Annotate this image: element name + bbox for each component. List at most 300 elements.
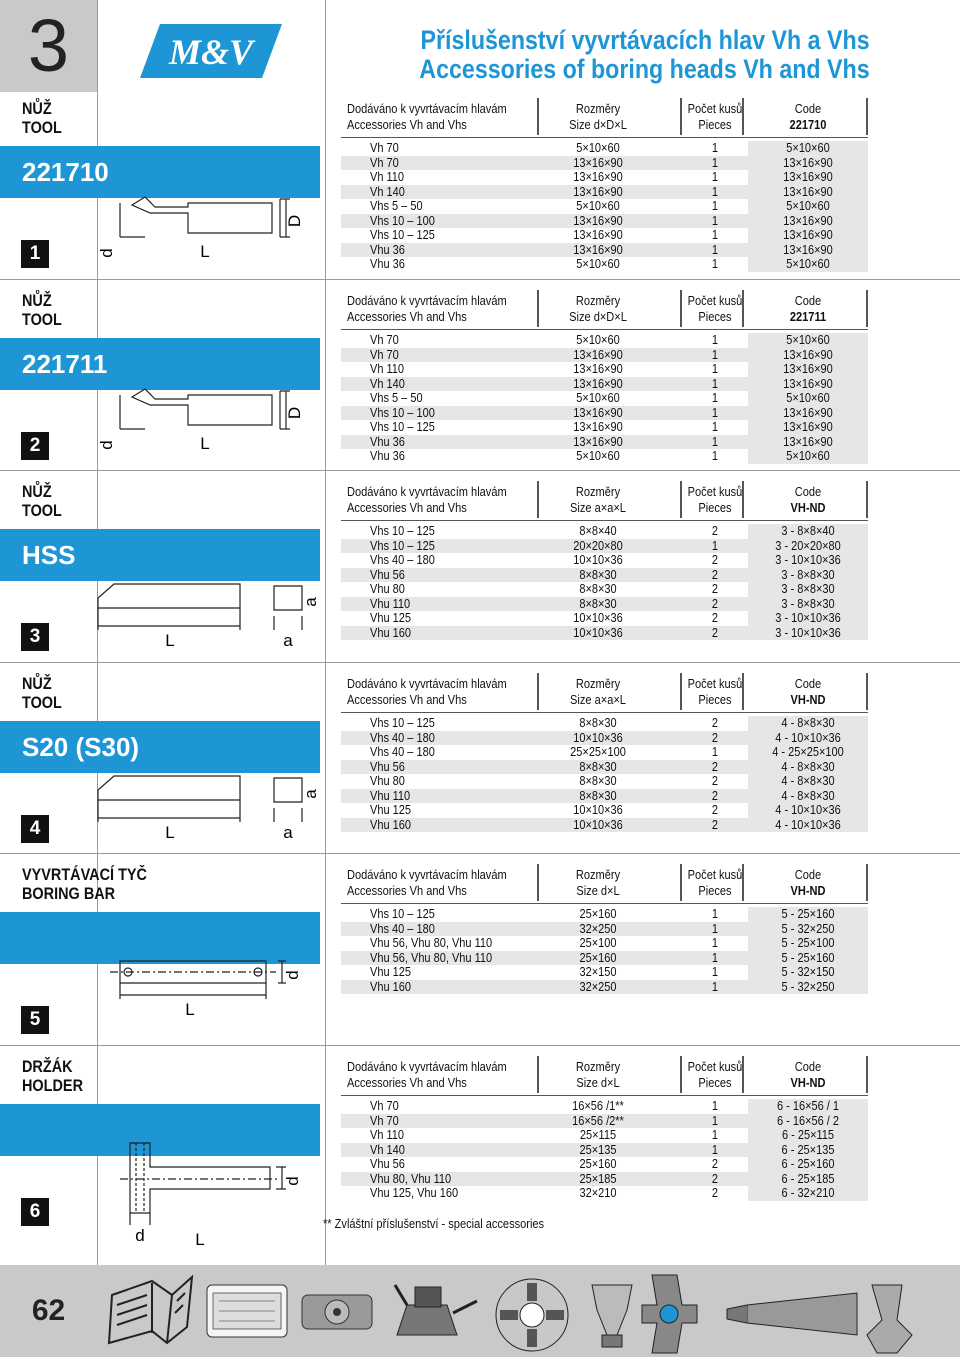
header-separator	[680, 1056, 682, 1093]
col-header-size-en: Size d×D×L	[569, 309, 627, 324]
header-separator	[537, 673, 539, 710]
drawing-line	[98, 608, 240, 630]
cell-code: 4 - 8×8×30	[781, 774, 835, 788]
header-separator	[537, 864, 539, 901]
col-header-code-value: VH-ND	[790, 500, 826, 515]
drawing-line	[98, 800, 240, 822]
boring-head-icon	[302, 1295, 372, 1329]
cell-head: Vhu 56, Vhu 80, Vhu 110	[370, 936, 493, 950]
col-header-pieces-cz: Počet kusů	[687, 293, 743, 308]
section-divider	[0, 662, 960, 663]
cell-size: 8×8×40	[579, 524, 617, 538]
cell-size: 32×250	[579, 921, 617, 936]
section-divider	[0, 279, 960, 280]
table-row	[341, 156, 868, 171]
cell-code: 6 - 25×160	[781, 1157, 835, 1171]
cell-code: 5 - 32×150	[781, 965, 835, 979]
cell-head: Vhs 5 – 50	[370, 391, 423, 405]
divider-mid	[325, 0, 326, 1265]
cell-code: 4 - 8×8×30	[781, 716, 835, 730]
section-label-en: TOOL	[22, 501, 62, 520]
col-header-pieces-en: Pieces	[698, 500, 732, 515]
cell-pieces: 1	[711, 1113, 719, 1128]
cell-head: Vhs 40 – 180	[370, 745, 435, 759]
cell-code: 3 - 8×8×30	[781, 596, 835, 611]
header-rule	[341, 137, 868, 138]
book-icon	[109, 1277, 192, 1343]
section-label	[22, 482, 62, 520]
col-header-pieces-cz: Počet kusů	[687, 676, 743, 691]
col-header-pieces-cz: Počet kusů	[687, 101, 743, 116]
cell-size: 13×16×90	[573, 376, 623, 391]
cell-pieces: 1	[711, 170, 719, 184]
header-separator	[866, 481, 868, 518]
collet-icon	[592, 1285, 632, 1347]
col-header-cz: Dodáváno k vyvrtávacím hlavám	[347, 1059, 507, 1074]
col-header-size-cz: Rozměry	[575, 1059, 621, 1074]
cell-pieces: 1	[711, 199, 719, 213]
header-separator	[680, 673, 682, 710]
col-header-cz: Dodáváno k vyvrtávacím hlavám	[347, 293, 507, 308]
section-label-cz: VYVRTÁVACÍ TYČ	[22, 865, 147, 884]
drawing-line	[120, 199, 280, 237]
header-separator	[680, 864, 682, 901]
col-header-en: Accessories Vh and Vhs	[347, 692, 467, 707]
header-separator	[537, 290, 539, 327]
table-row	[341, 1143, 868, 1158]
cell-size: 5×10×60	[576, 141, 620, 155]
section-badge: 6	[21, 1198, 49, 1226]
col-header-code-cz: Code	[794, 484, 822, 499]
dimension-label: L	[200, 242, 210, 261]
col-header-en: Accessories Vh and Vhs	[347, 883, 467, 898]
cell-size: 25×160	[579, 950, 617, 965]
dimension-label: d	[97, 440, 116, 450]
cell-code: 6 - 32×210	[781, 1186, 835, 1200]
cell-size: 13×16×90	[573, 362, 623, 376]
table-row	[341, 626, 868, 641]
cell-pieces: 2	[711, 716, 719, 730]
col-header-size-en: Size a×a×L	[570, 692, 626, 707]
header-separator	[866, 864, 868, 901]
cell-pieces: 1	[711, 405, 719, 420]
table-row	[341, 1172, 868, 1187]
dimension-label: a	[283, 631, 293, 650]
section-code: HSS	[22, 540, 76, 570]
cell-code: 6 - 16×56 / 2	[776, 1113, 840, 1128]
cell-head: Vhu 125	[370, 611, 411, 625]
cell-pieces: 1	[711, 257, 719, 271]
cell-size: 10×10×36	[573, 730, 623, 745]
dimension-label: d	[283, 1176, 302, 1186]
cell-head: Vhs 10 – 125	[370, 228, 435, 242]
table-row	[341, 406, 868, 421]
table-row	[341, 170, 868, 185]
cell-size: 25×160	[579, 907, 617, 921]
cell-size: 5×10×60	[576, 257, 620, 271]
cell-size: 8×8×30	[579, 567, 617, 582]
cell-head: Vh 140	[370, 1142, 405, 1157]
table-row	[341, 243, 868, 258]
page-title	[346, 26, 870, 84]
dimension-label: L	[165, 823, 175, 842]
cell-pieces: 2	[711, 1157, 719, 1171]
cell-pieces: 1	[711, 155, 719, 170]
section-badge: 1	[21, 240, 49, 268]
col-header-pieces-en: Pieces	[698, 309, 732, 324]
cell-head: Vh 70	[370, 333, 399, 347]
cell-code: 13×16×90	[783, 155, 833, 170]
table-row	[341, 731, 868, 746]
col-header-pieces-cz: Počet kusů	[687, 1059, 743, 1074]
col-header-code-cz: Code	[794, 676, 822, 691]
section-divider	[0, 470, 960, 471]
col-header-pieces-en: Pieces	[698, 883, 732, 898]
cell-pieces: 2	[711, 788, 719, 803]
cell-code: 13×16×90	[783, 362, 833, 376]
drawing-line	[274, 808, 302, 822]
table-row	[341, 611, 868, 626]
cell-code: 5 - 32×250	[781, 979, 835, 994]
cell-code: 5 - 32×250	[781, 921, 835, 936]
chuck-icon	[496, 1279, 568, 1351]
section-label-cz: NŮŽ	[22, 99, 52, 118]
col-header-code-cz: Code	[794, 101, 822, 116]
col-header-size-cz: Rozměry	[575, 676, 621, 691]
cell-pieces: 1	[711, 347, 719, 362]
cell-pieces: 2	[711, 817, 719, 832]
col-header-pieces-cz: Počet kusů	[687, 867, 743, 882]
cell-pieces: 2	[711, 625, 719, 640]
dimension-label: L	[200, 434, 210, 453]
cell-code: 3 - 10×10×36	[775, 553, 841, 567]
cell-head: Vhu 125, Vhu 160	[370, 1186, 459, 1200]
cell-pieces: 1	[711, 449, 719, 463]
cell-head: Vhu 160	[370, 817, 411, 832]
cell-size: 10×10×36	[573, 803, 623, 817]
cell-size: 5×10×60	[576, 333, 620, 347]
section-label-cz: NŮŽ	[22, 482, 52, 501]
cell-head: Vh 110	[370, 170, 405, 184]
table-row	[341, 524, 868, 539]
col-header-size-en: Size a×a×L	[570, 500, 626, 515]
drawing-line	[274, 616, 302, 630]
col-header-cz: Dodáváno k vyvrtávacím hlavám	[347, 101, 507, 116]
cell-pieces: 2	[711, 611, 719, 625]
col-header-code-value: 221710	[789, 117, 827, 132]
cell-code: 6 - 25×115	[781, 1128, 835, 1142]
col-header-en: Accessories Vh and Vhs	[347, 309, 467, 324]
cell-head: Vhu 125	[370, 803, 411, 817]
cell-head: Vhs 5 – 50	[370, 199, 423, 213]
col-header-cz: Dodáváno k vyvrtávacím hlavám	[347, 867, 507, 882]
cell-head: Vhs 10 – 125	[370, 420, 435, 434]
header-separator	[537, 481, 539, 518]
cell-code: 5 - 25×160	[781, 950, 835, 965]
cell-head: Vhs 10 – 125	[370, 524, 435, 538]
cell-size: 5×10×60	[576, 391, 620, 405]
cell-pieces: 1	[711, 907, 719, 921]
cell-size: 13×16×90	[573, 347, 623, 362]
cell-size: 25×135	[579, 1142, 617, 1157]
header-separator	[866, 1056, 868, 1093]
dimension-drawing	[90, 175, 315, 271]
col-header-code-value: 221711	[789, 309, 827, 324]
section-badge: 5	[21, 1006, 49, 1034]
cell-head: Vhu 36	[370, 449, 405, 463]
cell-code: 13×16×90	[783, 347, 833, 362]
cell-size: 8×8×30	[579, 596, 617, 611]
cell-head: Vhu 56	[370, 759, 405, 774]
col-header-cz: Dodáváno k vyvrtávacím hlavám	[347, 676, 507, 691]
table-row	[341, 936, 868, 951]
table-row	[341, 228, 868, 243]
cell-code: 13×16×90	[783, 170, 833, 184]
dimension-label: d	[283, 970, 302, 980]
cell-pieces: 1	[711, 538, 719, 553]
table-row	[341, 1157, 868, 1172]
cell-head: Vh 110	[370, 1128, 405, 1142]
cell-size: 8×8×30	[579, 582, 617, 596]
cell-code: 3 - 8×8×40	[781, 524, 835, 538]
cell-head: Vhu 125	[370, 965, 411, 979]
drawing-line	[136, 1143, 144, 1213]
table-row	[341, 185, 868, 200]
cell-size: 32×210	[579, 1186, 617, 1200]
title-en: Accessories of boring heads Vh and Vhs	[419, 54, 870, 84]
cell-size: 16×56 /1**	[572, 1099, 624, 1113]
table-row	[341, 435, 868, 450]
header-separator	[680, 481, 682, 518]
brand-logo	[140, 22, 282, 80]
cell-pieces: 1	[711, 921, 719, 936]
cell-head: Vhu 80, Vhu 110	[370, 1171, 452, 1186]
cell-head: Vhu 160	[370, 979, 411, 994]
header-separator	[680, 290, 682, 327]
cell-code: 6 - 25×185	[781, 1171, 835, 1186]
dimension-label: a	[301, 789, 320, 799]
cell-code: 4 - 10×10×36	[775, 817, 841, 832]
cell-head: Vh 70	[370, 141, 399, 155]
cell-pieces: 1	[711, 950, 719, 965]
cell-code: 13×16×90	[783, 405, 833, 420]
cell-size: 20×20×80	[573, 538, 623, 553]
cell-size: 8×8×30	[579, 788, 617, 803]
section-code: S20 (S30)	[22, 732, 140, 762]
header-separator	[742, 98, 744, 135]
logo-text: M&V	[168, 32, 254, 72]
cell-head: Vhu 36	[370, 242, 405, 257]
cell-code: 3 - 10×10×36	[775, 625, 841, 640]
header-separator	[742, 864, 744, 901]
table-row	[341, 420, 868, 435]
header-separator	[680, 98, 682, 135]
cell-head: Vh 70	[370, 347, 399, 362]
cell-code: 5 - 25×100	[781, 936, 835, 950]
section-code: 221710	[22, 157, 109, 187]
table-row	[341, 1186, 868, 1201]
table-row	[341, 907, 868, 922]
col-header-cz: Dodáváno k vyvrtávacím hlavám	[347, 484, 507, 499]
cell-pieces: 1	[711, 979, 719, 994]
table-row	[341, 214, 868, 229]
taper-sleeve-icon	[727, 1293, 857, 1335]
toolholder-icon	[642, 1275, 697, 1353]
cell-size: 8×8×30	[579, 716, 617, 730]
table-row	[341, 922, 868, 937]
cell-pieces: 1	[711, 376, 719, 391]
cell-pieces: 2	[711, 567, 719, 582]
cell-code: 13×16×90	[783, 434, 833, 449]
dimension-label: D	[285, 214, 304, 228]
section-label-en: TOOL	[22, 310, 62, 329]
header-rule	[341, 329, 868, 330]
dimension-label: a	[283, 823, 293, 842]
header-rule	[341, 1095, 868, 1096]
cell-size: 10×10×36	[573, 817, 623, 832]
cell-head: Vh 70	[370, 155, 399, 170]
cell-code: 3 - 20×20×80	[775, 538, 841, 553]
cell-code: 5×10×60	[786, 449, 830, 463]
cell-pieces: 1	[711, 434, 719, 449]
cell-head: Vhs 40 – 180	[370, 553, 435, 567]
section-label	[22, 291, 62, 329]
table-row	[341, 333, 868, 348]
cell-head: Vhu 36	[370, 257, 405, 271]
table-row	[341, 745, 868, 760]
cell-code: 13×16×90	[783, 242, 833, 257]
cell-code: 3 - 8×8×30	[781, 567, 835, 582]
cell-pieces: 2	[711, 524, 719, 538]
section-label-en: BORING BAR	[22, 884, 116, 903]
table-row	[341, 539, 868, 554]
cell-code: 3 - 10×10×36	[775, 611, 841, 625]
cell-pieces: 1	[711, 184, 719, 199]
section-label	[22, 865, 147, 903]
table-row	[341, 348, 868, 363]
col-header-pieces-en: Pieces	[698, 117, 732, 132]
cell-head: Vh 70	[370, 1113, 399, 1128]
vise-icon	[395, 1285, 477, 1335]
section-label	[22, 674, 62, 712]
table-row	[341, 568, 868, 583]
cell-pieces: 2	[711, 759, 719, 774]
cell-pieces: 1	[711, 141, 719, 155]
table-row	[341, 449, 868, 464]
cell-code: 3 - 8×8×30	[781, 582, 835, 596]
cell-pieces: 1	[711, 1142, 719, 1157]
col-header-code-value: VH-ND	[790, 692, 826, 707]
cell-pieces: 1	[711, 228, 719, 242]
drawing-line	[120, 391, 280, 429]
cell-size: 13×16×90	[573, 155, 623, 170]
cell-pieces: 2	[711, 596, 719, 611]
cell-size: 10×10×36	[573, 553, 623, 567]
dimension-label: L	[195, 1230, 205, 1249]
cell-head: Vhu 56	[370, 567, 405, 582]
table-row	[341, 965, 868, 980]
cell-head: Vh 140	[370, 184, 405, 199]
cell-code: 4 - 25×25×100	[772, 745, 844, 759]
cell-head: Vhu 56, Vhu 80, Vhu 110	[370, 950, 493, 965]
section-label-cz: DRŽÁK	[22, 1057, 73, 1076]
col-header-en: Accessories Vh and Vhs	[347, 1075, 467, 1090]
cell-head: Vh 70	[370, 1099, 399, 1113]
cell-size: 25×185	[579, 1171, 617, 1186]
cell-size: 25×115	[579, 1128, 617, 1142]
tool-case-icon	[207, 1285, 287, 1337]
cell-head: Vhs 10 – 125	[370, 907, 435, 921]
cell-size: 32×250	[579, 979, 617, 994]
cell-pieces: 1	[711, 242, 719, 257]
col-header-pieces-en: Pieces	[698, 692, 732, 707]
section-badge: 2	[21, 432, 49, 460]
table-row	[341, 1114, 868, 1129]
cell-code: 13×16×90	[783, 228, 833, 242]
dimension-label: a	[301, 597, 320, 607]
header-separator	[537, 98, 539, 135]
col-header-code-cz: Code	[794, 293, 822, 308]
drawing-line	[98, 776, 240, 800]
drawing-line	[132, 197, 272, 233]
cell-head: Vhu 36	[370, 434, 405, 449]
cell-size: 25×100	[579, 936, 617, 950]
table-row	[341, 391, 868, 406]
section-label-en: TOOL	[22, 118, 62, 137]
footnote: ** Zvláštní příslušenství - special accessories	[323, 1216, 545, 1231]
dimension-drawing	[90, 941, 315, 1037]
section-divider	[0, 853, 960, 854]
cell-size: 13×16×90	[573, 434, 623, 449]
table-row	[341, 597, 868, 612]
cell-code: 13×16×90	[783, 213, 833, 228]
col-header-size-cz: Rozměry	[575, 293, 621, 308]
cell-code: 5×10×60	[786, 199, 830, 213]
table-row	[341, 803, 868, 818]
cell-head: Vhs 10 – 125	[370, 538, 435, 553]
section-label	[22, 99, 62, 137]
drawing-line	[98, 584, 240, 608]
cell-code: 4 - 8×8×30	[781, 788, 835, 803]
cell-head: Vhs 10 – 100	[370, 213, 435, 228]
cell-size: 13×16×90	[573, 213, 623, 228]
cell-size: 13×16×90	[573, 242, 623, 257]
cell-size: 13×16×90	[573, 184, 623, 199]
dimension-drawing	[90, 1133, 315, 1249]
cell-head: Vhs 40 – 180	[370, 921, 435, 936]
cell-code: 4 - 10×10×36	[775, 803, 841, 817]
table-row	[341, 951, 868, 966]
drawing-line	[274, 778, 302, 802]
section-divider	[0, 1045, 960, 1046]
cell-head: Vhu 160	[370, 625, 411, 640]
header-rule	[341, 903, 868, 904]
cell-size: 13×16×90	[573, 420, 623, 434]
cell-pieces: 1	[711, 213, 719, 228]
cell-code: 5×10×60	[786, 257, 830, 271]
dimension-drawing	[90, 367, 315, 463]
cell-head: Vhu 80	[370, 774, 405, 788]
dimension-label: L	[185, 1000, 195, 1019]
cell-code: 4 - 8×8×30	[781, 759, 835, 774]
cell-head: Vhu 110	[370, 596, 411, 611]
section-badge: 4	[21, 815, 49, 843]
footer-product-images	[97, 1265, 960, 1357]
table-row	[341, 199, 868, 214]
table-row	[341, 789, 868, 804]
col-header-code-cz: Code	[794, 867, 822, 882]
chapter-number: 3	[27, 4, 70, 87]
